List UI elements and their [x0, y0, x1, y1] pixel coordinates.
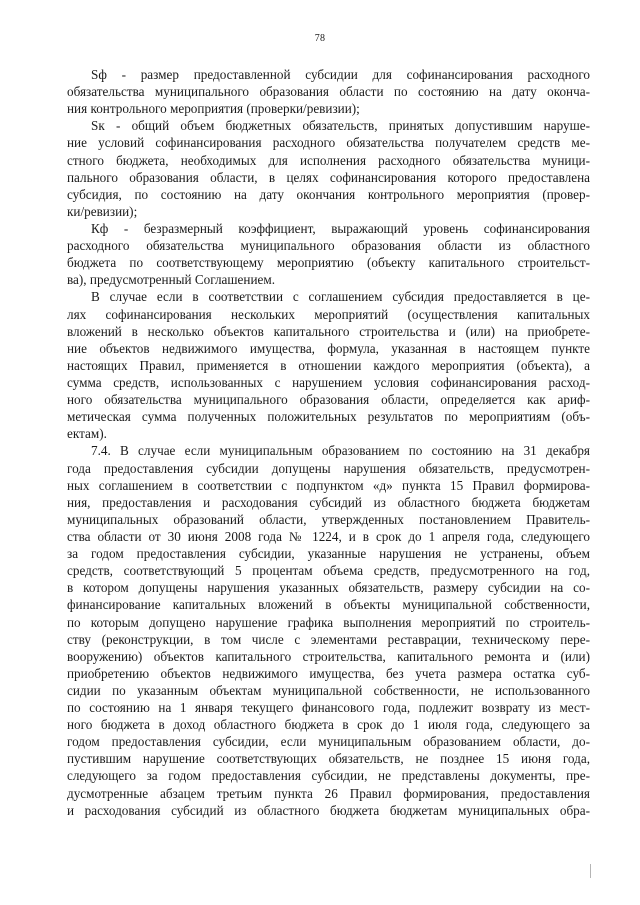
text-line: ного обязательства муниципального образования области, определяется как ариф-	[67, 392, 590, 408]
text-line: В случае если в соответствии с соглашением субсидия предоставляется в це-	[91, 289, 590, 305]
text-line: ние объектов недвижимого имущества, формула, указанная в настоящем пункте	[67, 340, 590, 356]
text-line: в котором допущены нарушения указанных обязательств, размеру субсидии на со-	[67, 580, 590, 596]
text-line: расходного обязательства муниципального образования области из областного	[67, 238, 590, 254]
text-line: ния контрольного мероприятия (проверки/ревизии);	[67, 101, 360, 117]
text-line: вооружению) объектов капитального строительства, капитального ремонта и (или)	[67, 648, 590, 664]
text-line: Sф - размер предоставленной субсидии для софинансирования расходного	[91, 67, 590, 82]
text-line: средств, соответствующий 5 процентам объема средств, предусмотренного на год,	[67, 563, 590, 579]
text-line: метическая сумма полученных положительных результатов по мероприятиям (объ-	[67, 409, 590, 425]
text-line: ектам).	[67, 426, 107, 442]
text-line: муниципальных образований области, утвержденных постановлением Правитель-	[67, 511, 590, 527]
text-line: настоящих Правил, применяется в отношении каждого мероприятия (объекта), а	[67, 357, 590, 373]
text-line: финансирование капитальных вложений в объекты муниципальной собственности,	[67, 597, 590, 613]
page-number: 78	[314, 33, 326, 44]
text-line: ных соглашением в соответствии с подпунктом «д» пункта 15 Правил формирова-	[67, 477, 590, 493]
text-line: по состоянию на 1 января текущего финансового года, подлежит возврату из мест-	[67, 700, 590, 716]
text-line: ки/ревизии);	[67, 203, 138, 219]
text-line: бюджета по соответствующему мероприятию (объекту капитального строительст-	[67, 255, 590, 271]
text-line: по которым допущено нарушение графика выполнения мероприятий по строитель-	[67, 614, 590, 630]
text-line: ству (реконструкции, в том числе с элементами реставрации, техническому пере-	[67, 631, 590, 647]
body-text	[67, 66, 590, 819]
text-line: года предоставления субсидии допущены нарушения обязательств, предусмотрен-	[67, 460, 590, 476]
scan-mark	[590, 864, 591, 878]
text-line: ного бюджета в доход областного бюджета в срок до 1 июля года, следующего за	[67, 717, 590, 733]
text-line: ния, предоставления и расходования субсидий из областного бюджета бюджетам	[67, 494, 590, 510]
text-line: дусмотренные абзацем третьим пункта 26 Правил формирования, предоставления	[67, 785, 590, 801]
text-line: ва), предусмотренный Соглашением.	[67, 272, 276, 288]
text-line: пального образования области, в целях софинансирования которого предоставлена	[67, 169, 590, 185]
text-line: сидии по указанным объектам муниципальной собственности, не использованного	[67, 682, 590, 698]
text-line: стного бюджета, необходимых для исполнения расходного обязательства муници-	[67, 152, 590, 168]
text-line: субсидия, по состоянию на дату окончания контрольного мероприятия (провер-	[67, 186, 590, 202]
text-line: за годом предоставления субсидии, указанные нарушения не устранены, объем	[67, 546, 590, 562]
text-line: 7.4. В случае если муниципальным образованием по состоянию на 31 декабря	[91, 443, 590, 459]
text-line: ства области от 30 июня 2008 года № 1224, и в срок до 1 апреля года, следующего	[67, 528, 590, 544]
text-line: и расходования субсидий из областного бюджета бюджетам муниципальных обра-	[67, 802, 590, 818]
text-line: следующего за годом предоставления субсидии, не представлены документы, пре-	[67, 768, 590, 784]
text-line: Sк - общий объем бюджетных обязательств, принятых допустившим наруше-	[91, 118, 590, 134]
text-line: вложений в несколько объектов капитального строительства и (или) на приобрете-	[67, 323, 590, 339]
text-line: годом предоставления субсидии, если муниципальным образованием области, до-	[67, 734, 590, 750]
text-line: ние условий софинансирования расходного обязательства получателем средств ме-	[67, 135, 590, 151]
text-line: Кф - безразмерный коэффициент, выражающий уровень софинансирования	[91, 220, 590, 236]
text-line: приобретению объектов недвижимого имущества, без учета размера остатка суб-	[67, 665, 590, 681]
text-line: лях софинансирования нескольких мероприятий (осуществления капитальных	[67, 306, 590, 322]
text-line: обязательства муниципального образования области по состоянию на дату оконча-	[67, 84, 590, 100]
text-line: сумма средств, использованных с нарушением условия софинансирования расход-	[67, 374, 590, 390]
text-line: пустившим нарушение соответствующих обязательств, не позднее 15 июня года,	[67, 751, 590, 767]
